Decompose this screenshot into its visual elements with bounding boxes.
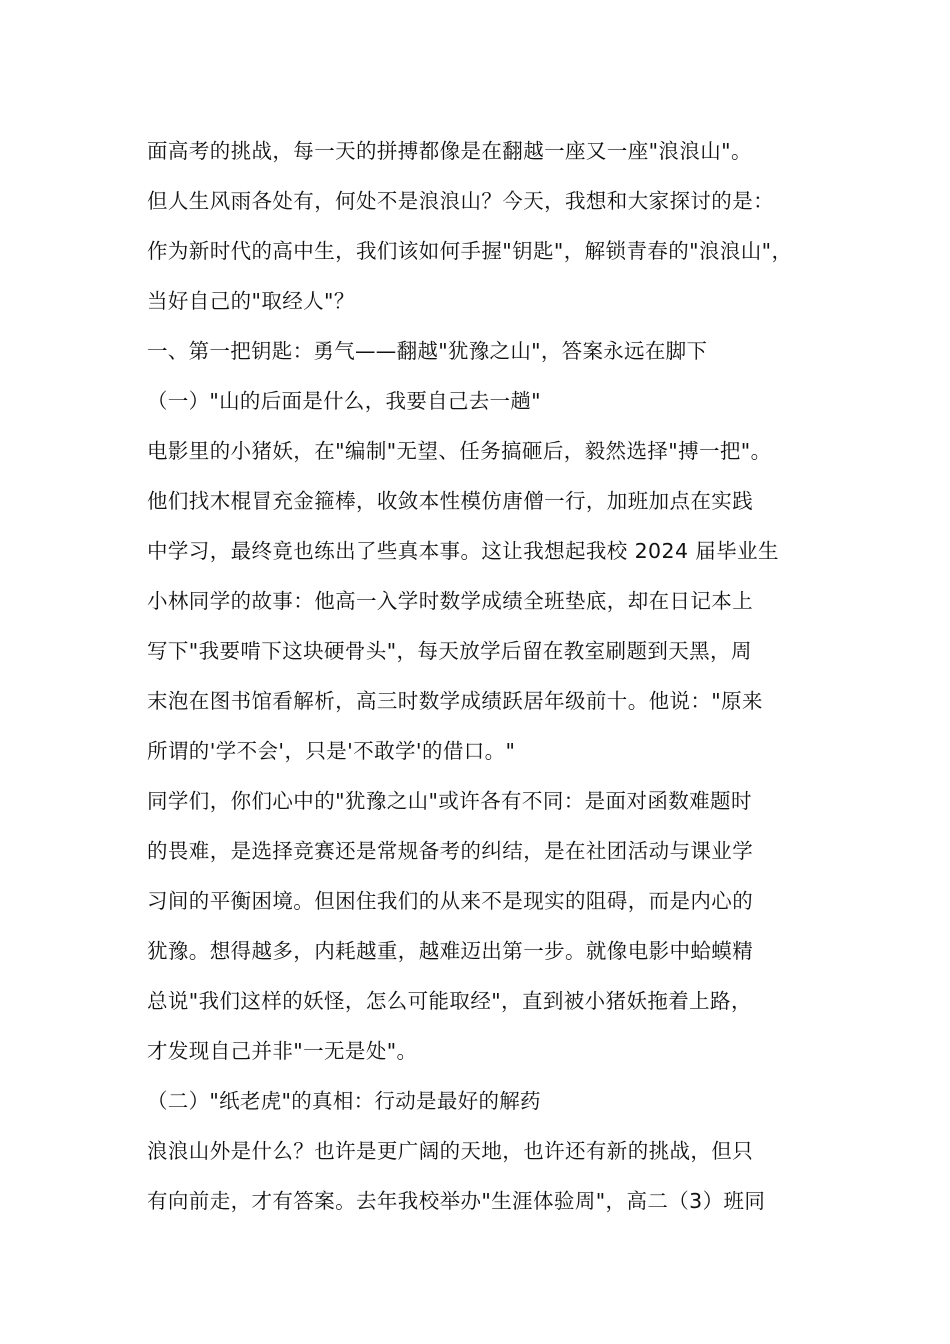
paragraph-line: 才发现自己并非"一无是处"。	[147, 1039, 418, 1063]
paragraph-line: 犹豫。想得越多，内耗越重，越难迈出第一步。就像电影中蛤蟆精	[147, 939, 754, 963]
document-body	[147, 126, 827, 1226]
paragraph-line: 小林同学的故事：他高一入学时数学成绩全班垫底，却在日记本上	[147, 589, 754, 613]
paragraph-line: 当好自己的"取经人"？	[147, 289, 355, 313]
paragraph-line: 有向前走，才有答案。去年我校举办"生涯体验周"，高二（3）班同	[147, 1189, 766, 1213]
paragraph-line: 面高考的挑战，每一天的拼搏都像是在翻越一座又一座"浪浪山"。	[147, 139, 752, 163]
paragraph-line: 他们找木棍冒充金箍棒，收敛本性模仿唐僧一行，加班加点在实践	[147, 489, 754, 513]
paragraph-line: 电影里的小猪妖，在"编制"无望、任务搞砸后，毅然选择"搏一把"。	[147, 439, 772, 463]
section-heading: 一、第一把钥匙：勇气——翻越"犹豫之山"，答案永远在脚下	[147, 339, 708, 363]
subsection-heading: （一）"山的后面是什么，我要自己去一趟"	[147, 389, 541, 413]
subsection-heading: （二）"纸老虎"的真相：行动是最好的解药	[147, 1089, 541, 1113]
paragraph-line: 习间的平衡困境。但困住我们的从来不是现实的阻碍，而是内心的	[147, 889, 754, 913]
paragraph-line: 浪浪山外是什么？也许是更广阔的天地，也许还有新的挑战，但只	[147, 1139, 754, 1163]
paragraph-line: 总说"我们这样的妖怪，怎么可能取经"，直到被小猪妖拖着上路，	[147, 989, 752, 1013]
paragraph-line: 同学们，你们心中的"犹豫之山"或许各有不同：是面对函数难题时	[147, 789, 752, 813]
paragraph-line: 所谓的'学不会'，只是'不敢学'的借口。"	[147, 739, 516, 763]
paragraph-line: 中学习，最终竟也练出了些真本事。这让我想起我校 2024 届毕业生	[147, 539, 779, 563]
paragraph-line: 的畏难，是选择竞赛还是常规备考的纠结，是在社团活动与课业学	[147, 839, 754, 863]
paragraph-line: 作为新时代的高中生，我们该如何手握"钥匙"，解锁青春的"浪浪山"，	[147, 239, 793, 263]
paragraph-line: 但人生风雨各处有，何处不是浪浪山？今天，我想和大家探讨的是：	[147, 189, 774, 213]
paragraph-line: 末泡在图书馆看解析，高三时数学成绩跃居年级前十。他说："原来	[147, 689, 763, 713]
paragraph-line: 写下"我要啃下这块硬骨头"，每天放学后留在教室刷题到天黑，周	[147, 639, 752, 663]
